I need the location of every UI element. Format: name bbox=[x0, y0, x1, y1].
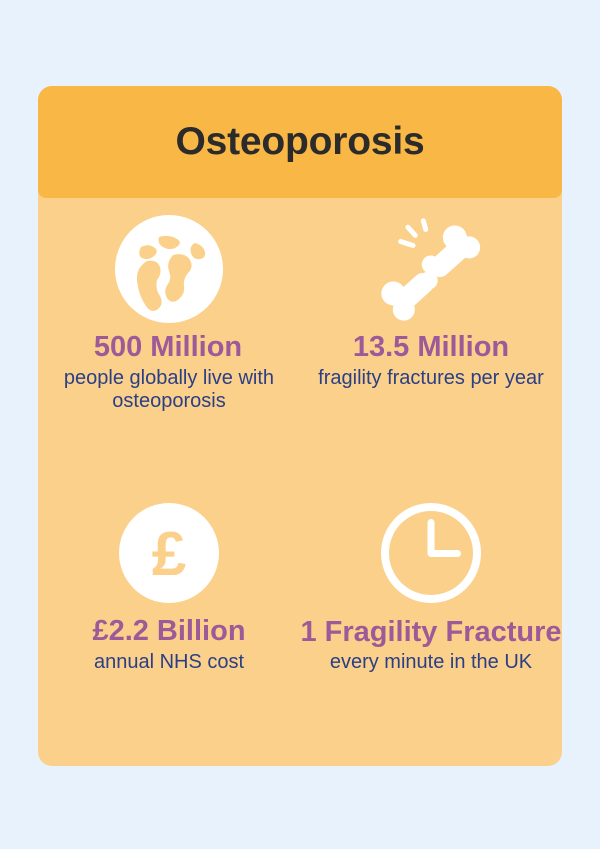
stat-label: fragility fractures per year bbox=[318, 366, 544, 389]
stat-label: every minute in the UK bbox=[329, 651, 533, 674]
stat-value: 1 Fragility Fracture bbox=[300, 616, 562, 648]
stat-item-fracture-frequency bbox=[300, 482, 562, 766]
globe-icon bbox=[113, 210, 225, 328]
stat-label: people globally live with osteoporosis bbox=[63, 366, 275, 413]
stat-value: £2.2 Billion bbox=[92, 615, 246, 647]
infographic-card bbox=[38, 86, 562, 766]
stats-grid bbox=[38, 198, 562, 766]
clock-icon bbox=[375, 494, 487, 612]
stat-value: 13.5 Million bbox=[352, 331, 510, 363]
stat-item-nhs-cost bbox=[38, 482, 300, 766]
pound-coin-icon bbox=[113, 494, 225, 612]
stat-item-fragility-fractures bbox=[300, 198, 562, 482]
page-title: Osteoporosis bbox=[175, 120, 425, 163]
svg-text:£: £ bbox=[151, 520, 187, 589]
stat-item-global-prevalence bbox=[38, 198, 300, 482]
header-banner bbox=[38, 86, 562, 198]
stat-value: 500 Million bbox=[93, 331, 243, 363]
broken-bone-icon bbox=[366, 210, 496, 328]
stat-label: annual NHS cost bbox=[93, 650, 245, 673]
